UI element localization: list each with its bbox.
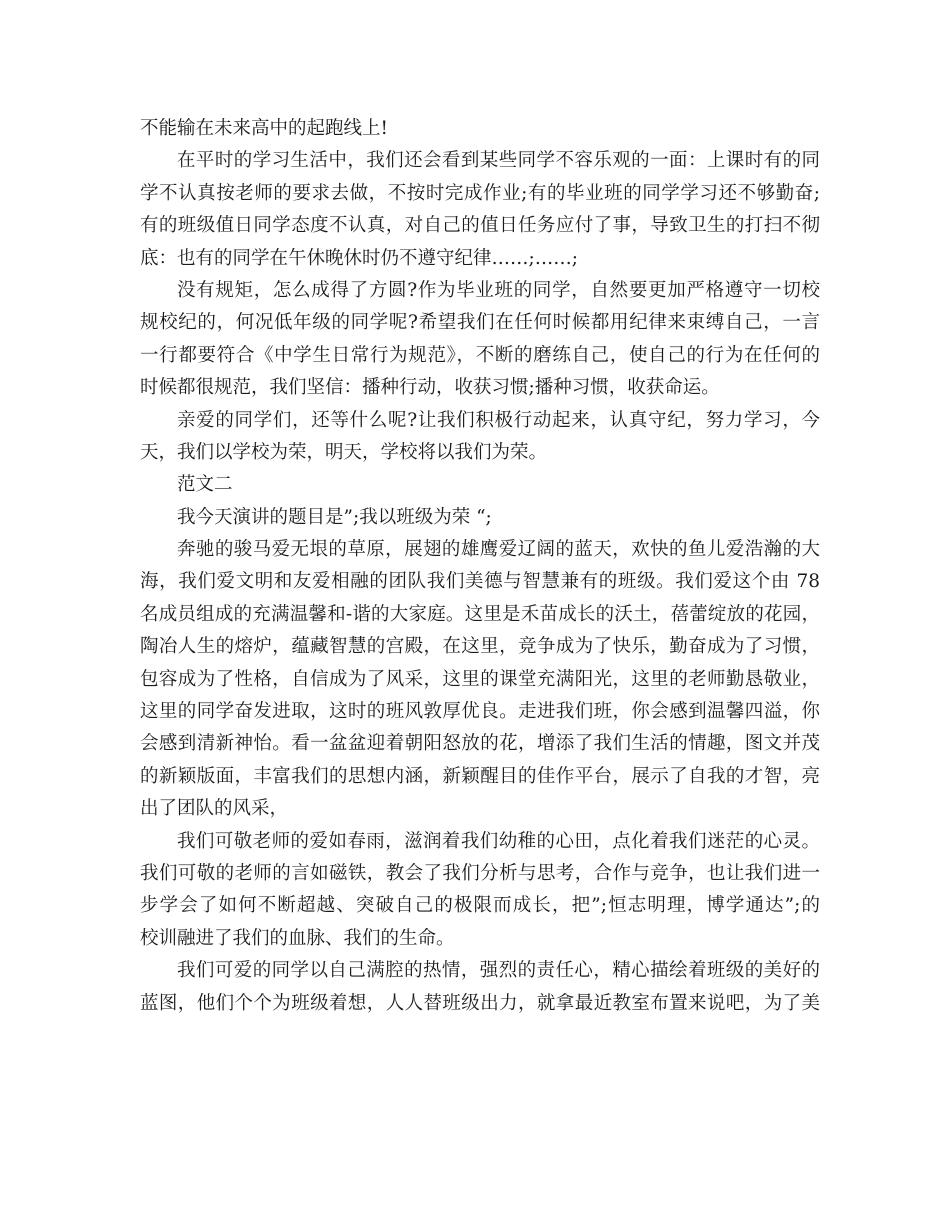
text-line: 校训融进了我们的血脉、我们的生命。 bbox=[140, 927, 455, 949]
text-line: 陶冶人生的熔炉，蕴藏智慧的宫殿，在这里，竞争成为了快乐，勤奋成为了习惯， bbox=[140, 636, 820, 658]
text-line: 的新颖版面，丰富我们的思想内涵，新颖醒目的佳作平台，展示了自我的才智，亮 bbox=[140, 765, 820, 787]
text-line: 有的班级值日同学态度不认真，对自己的值日任务应付了事，导致卫生的打扫不彻 bbox=[140, 215, 820, 237]
text-line: 我们可敬老师的爱如春雨，滋润着我们幼稚的心田，点化着我们迷茫的心灵。 bbox=[177, 830, 820, 852]
text-line: 名成员组成的充满温馨和-谐的大家庭。这里是禾苗成长的沃土，蓓蕾绽放的花园， bbox=[140, 603, 820, 625]
text-line: 亲爱的同学们，还等什么呢?让我们积极行动起来，认真守纪，努力学习，今 bbox=[177, 409, 820, 431]
text-line: 包容成为了性格，自信成为了风采，这里的课堂充满阳光，这里的老师勤恳敬业， bbox=[140, 668, 820, 690]
text-line: 我们可敬的老师的言如磁铁，教会了我们分析与思考，合作与竞争，也让我们进一 bbox=[140, 862, 820, 884]
text-line: 会感到清新神怡。看一盆盆迎着朝阳怒放的花，增添了我们生活的情趣，图文并茂 bbox=[140, 733, 820, 755]
text-line: 学不认真按老师的要求去做，不按时完成作业;有的毕业班的同学学习还不够勤奋; bbox=[140, 182, 820, 204]
text-line: 一行都要符合《中学生日常行为规范》，不断的磨练自己，使自己的行为在任何的 bbox=[140, 344, 820, 366]
text-line: 没有规矩，怎么成得了方圆?作为毕业班的同学，自然要更加严格遵守一切校 bbox=[177, 279, 820, 301]
text-line: 我们可爱的同学以自己满腔的热情，强烈的责任心，精心描绘着班级的美好的 bbox=[177, 960, 820, 982]
text-line: 这里的同学奋发进取，这时的班风敦厚优良。走进我们班，你会感到温馨四溢，你 bbox=[140, 701, 820, 723]
text-line: 步学会了如何不断超越、突破自己的极限而成长，把”;恒志明理，博学通达”;的 bbox=[140, 895, 820, 917]
text-line: 奔驰的骏马爱无垠的草原，展翅的雄鹰爱辽阔的蓝天，欢快的鱼儿爱浩瀚的大 bbox=[177, 539, 820, 561]
text-line: 天，我们以学校为荣，明天，学校将以我们为荣。 bbox=[140, 441, 548, 463]
text-line: 蓝图，他们个个为班级着想，人人替班级出力，就拿最近教室布置来说吧，为了美 bbox=[140, 992, 820, 1014]
text-line: 不能输在未来高中的起跑线上! bbox=[140, 118, 388, 139]
text-line: 时候都很规范，我们坚信：播种行动，收获习惯;播种习惯，收获命运。 bbox=[140, 377, 720, 399]
text-line: 范文二 bbox=[177, 474, 233, 496]
text-line: 海，我们爱文明和友爱相融的团队我们美德与智慧兼有的班级。我们爱这个由 78 bbox=[140, 571, 820, 593]
text-line: 我今天演讲的题目是”;我以班级为荣 “; bbox=[177, 506, 492, 528]
document-page bbox=[140, 113, 820, 1020]
text-line: 规校纪的，何况低年级的同学呢?希望我们在任何时候都用纪律来束缚自己，一言 bbox=[140, 312, 820, 334]
text-line: 在平时的学习生活中，我们还会看到某些同学不容乐观的一面：上课时有的同 bbox=[177, 150, 820, 172]
text-line: 底：也有的同学在午休晚休时仍不遵守纪律……;……; bbox=[140, 247, 578, 269]
text-line: 出了团队的风采， bbox=[140, 798, 289, 820]
